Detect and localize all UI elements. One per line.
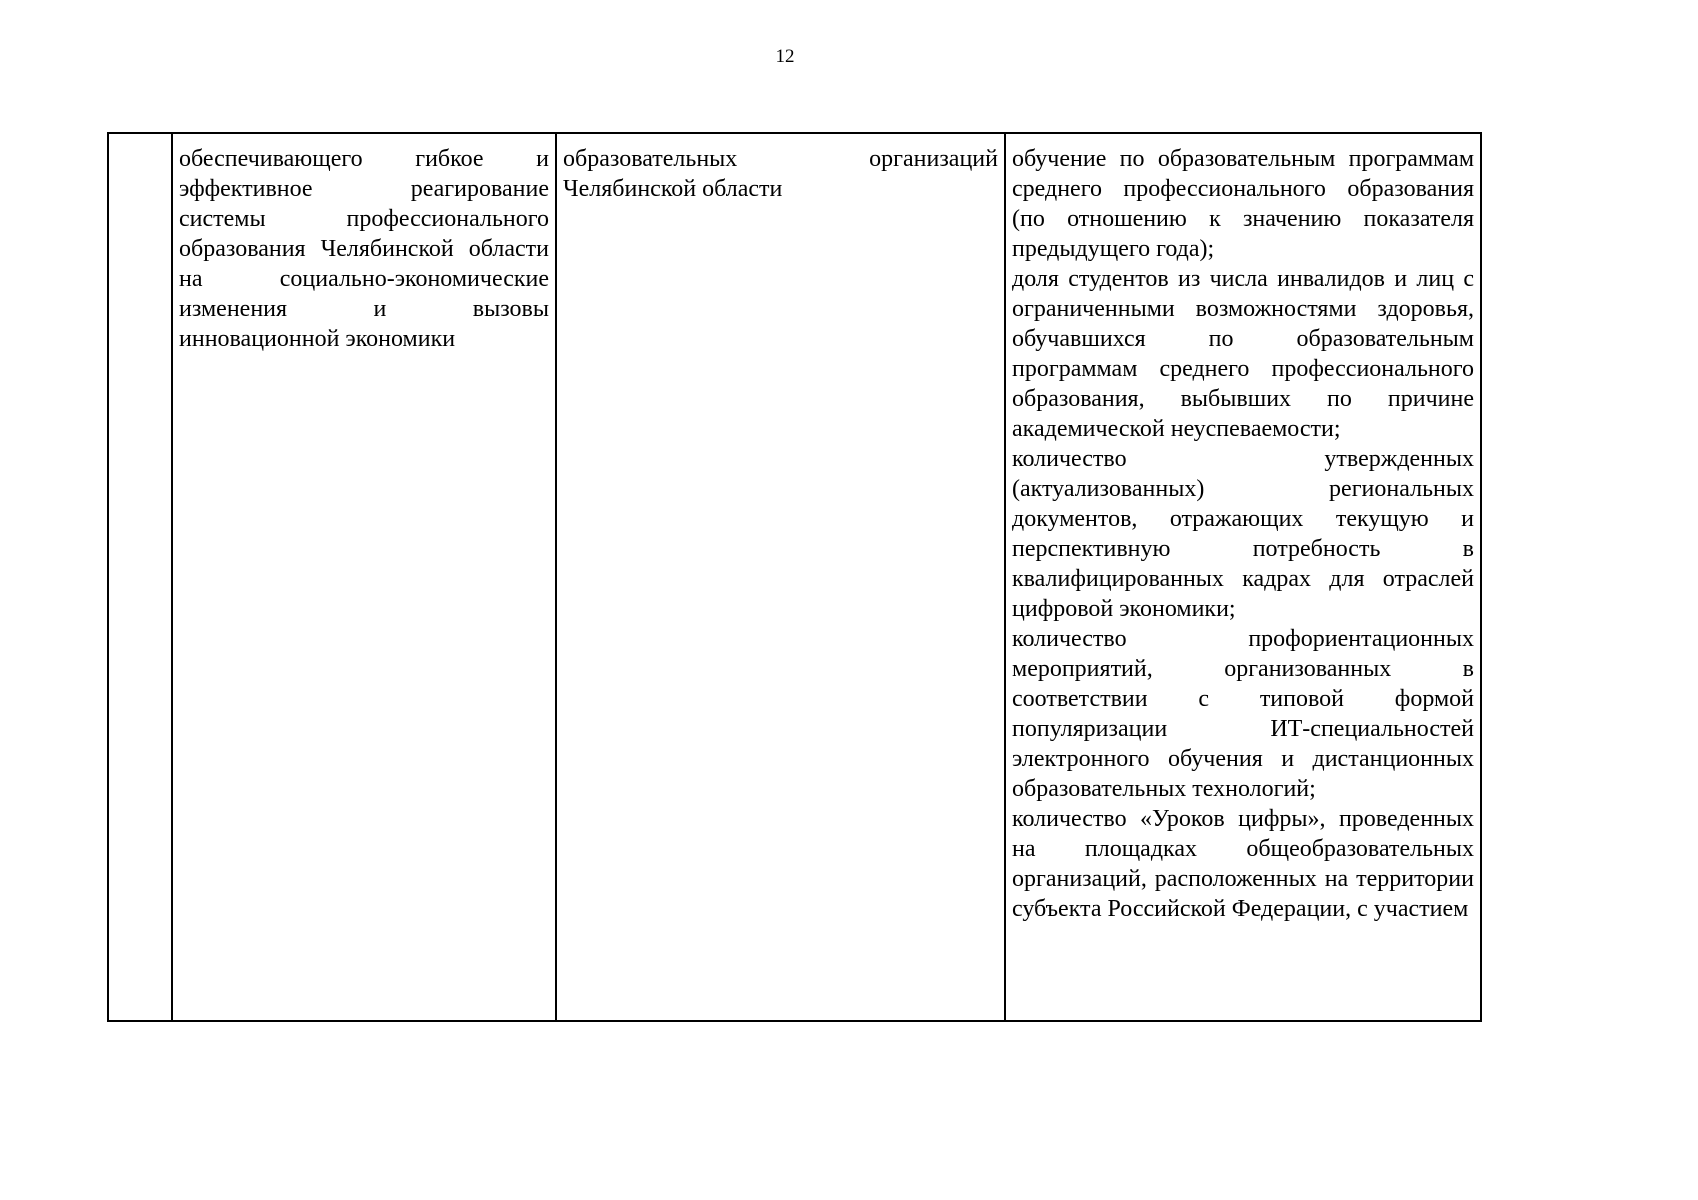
- indicator-paragraph: количество профориентационных мероприятий, организованных в соответствии с типовой формой популяризации ИТ-специальностей электронного обучения и дистанционных образовательных технологий;: [1012, 626, 1474, 802]
- indicator-paragraph: обучение по образовательным программам среднего профессионального образования (по отношению к значению показателя предыдущего года);: [1012, 146, 1474, 262]
- cell-number: [108, 133, 172, 1021]
- document-table: [107, 132, 1482, 1022]
- page-number: 12: [775, 46, 795, 67]
- cell-participants: образовательных организаций Челябинской области: [556, 133, 1005, 1021]
- indicator-paragraph: количество утвержденных (актуализованных) региональных документов, отражающих текущую и перспективную потребность в квалифицированных кадрах для отраслей цифровой экономики;: [1012, 446, 1474, 622]
- indicator-paragraph: доля студентов из числа инвалидов и лиц с ограниченными возможностями здоровья, обучавшихся по образовательным программам среднего профессионального образования, выбывших по причине академической неуспеваемости;: [1012, 266, 1474, 442]
- cell-indicators: [1005, 133, 1481, 1021]
- table-row: [108, 133, 1481, 1021]
- indicator-paragraph: количество «Уроков цифры», проведенных на площадках общеобразовательных организаций, расположенных на территории субъекта Российской Федерации, с участием: [1012, 806, 1474, 922]
- cell-description: обеспечивающего гибкое и эффективное реагирование системы профессионального образования Челябинской области на социально-экономические изменения и вызовы инновационной экономики: [172, 133, 556, 1021]
